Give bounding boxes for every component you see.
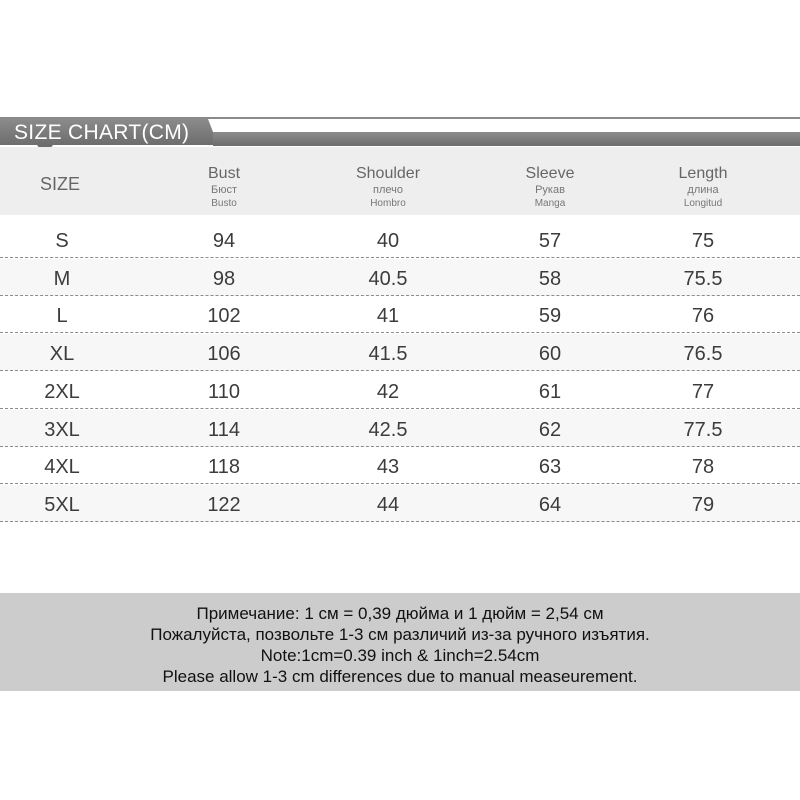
cell-size: S xyxy=(55,230,69,252)
table-row xyxy=(0,221,800,258)
cell-length: 79 xyxy=(691,493,715,516)
cell-sleeve: 60 xyxy=(538,343,562,366)
column-header-size: SIZE xyxy=(39,174,81,194)
cell-length: 76 xyxy=(691,305,715,328)
table-row xyxy=(0,372,800,409)
cell-bust: 94 xyxy=(212,230,236,252)
cell-size: XL xyxy=(49,343,75,366)
cell-sleeve: 63 xyxy=(538,456,562,479)
cell-bust: 122 xyxy=(207,493,241,516)
cell-bust: 114 xyxy=(208,418,240,441)
cell-bust: 106 xyxy=(207,343,241,366)
cell-sleeve: 57 xyxy=(538,230,562,252)
note-line: Пожалуйста, позвольте 1-3 см различий из-за ручного изъятия. xyxy=(150,625,650,644)
table-header xyxy=(0,147,800,215)
column-label-es: Longitud xyxy=(683,198,723,209)
row-divider xyxy=(0,521,800,522)
banner-extension xyxy=(213,132,800,146)
table-row xyxy=(0,296,800,333)
column-label-en: Shoulder xyxy=(355,165,421,182)
cell-size: M xyxy=(53,267,71,290)
cell-shoulder: 40 xyxy=(376,230,400,252)
column-label-en: Bust xyxy=(207,165,241,182)
note-line: Please allow 1-3 cm differences due to manual measeurement. xyxy=(162,667,638,686)
column-label-en: Length xyxy=(678,165,728,182)
note-line: Note:1cm=0.39 inch & 1inch=2.54cm xyxy=(260,646,540,665)
column-label-es: Busto xyxy=(211,198,237,209)
cell-bust: 118 xyxy=(208,456,240,479)
cell-sleeve: 62 xyxy=(538,418,562,441)
table-row xyxy=(0,485,800,522)
measurement-note xyxy=(0,593,800,691)
cell-length: 75 xyxy=(691,230,715,252)
cell-length: 75.5 xyxy=(683,267,723,290)
cell-size: 4XL xyxy=(44,456,80,479)
cell-size: 2XL xyxy=(44,380,80,403)
cell-sleeve: 61 xyxy=(538,380,562,403)
table-row xyxy=(0,334,800,371)
cell-bust: 98 xyxy=(212,267,236,290)
cell-length: 76.5 xyxy=(683,343,723,366)
column-label-ru: длина xyxy=(687,184,719,196)
cell-shoulder: 40.5 xyxy=(368,267,408,290)
column-label-ru: Рукав xyxy=(535,184,565,196)
column-header-bust xyxy=(208,147,240,215)
cell-shoulder: 41 xyxy=(376,305,400,328)
cell-sleeve: 59 xyxy=(538,305,562,328)
column-label-ru: плечо xyxy=(373,184,403,196)
cell-bust: 110 xyxy=(208,380,240,403)
column-label-en: Sleeve xyxy=(525,165,575,182)
column-header-sleeve xyxy=(526,147,575,215)
cell-shoulder: 42.5 xyxy=(368,418,408,441)
cell-shoulder: 43 xyxy=(376,456,400,479)
cell-size: L xyxy=(56,305,68,328)
note-line: Примечание: 1 см = 0,39 дюйма и 1 дюйм = 2,54 см xyxy=(196,604,604,623)
table-row xyxy=(0,410,800,447)
cell-shoulder: 42 xyxy=(376,380,400,403)
column-label-es: Manga xyxy=(534,198,566,209)
column-label-ru: Бюст xyxy=(210,184,238,196)
cell-shoulder: 44 xyxy=(376,493,400,516)
table-row xyxy=(0,447,800,484)
cell-length: 77.5 xyxy=(683,418,723,441)
cell-sleeve: 58 xyxy=(538,267,562,290)
cell-size: 5XL xyxy=(44,493,80,516)
column-header-length xyxy=(679,147,728,215)
cell-length: 77 xyxy=(691,380,715,403)
table-row xyxy=(0,259,800,296)
cell-length: 78 xyxy=(691,456,715,479)
cell-shoulder: 41.5 xyxy=(368,343,408,366)
column-header-shoulder xyxy=(356,147,420,215)
column-label-es: Hombro xyxy=(370,198,406,209)
page-title: SIZE CHART(CM) xyxy=(14,121,190,144)
cell-size: 3XL xyxy=(44,418,80,441)
cell-bust: 102 xyxy=(207,305,241,328)
cell-sleeve: 64 xyxy=(538,493,562,516)
